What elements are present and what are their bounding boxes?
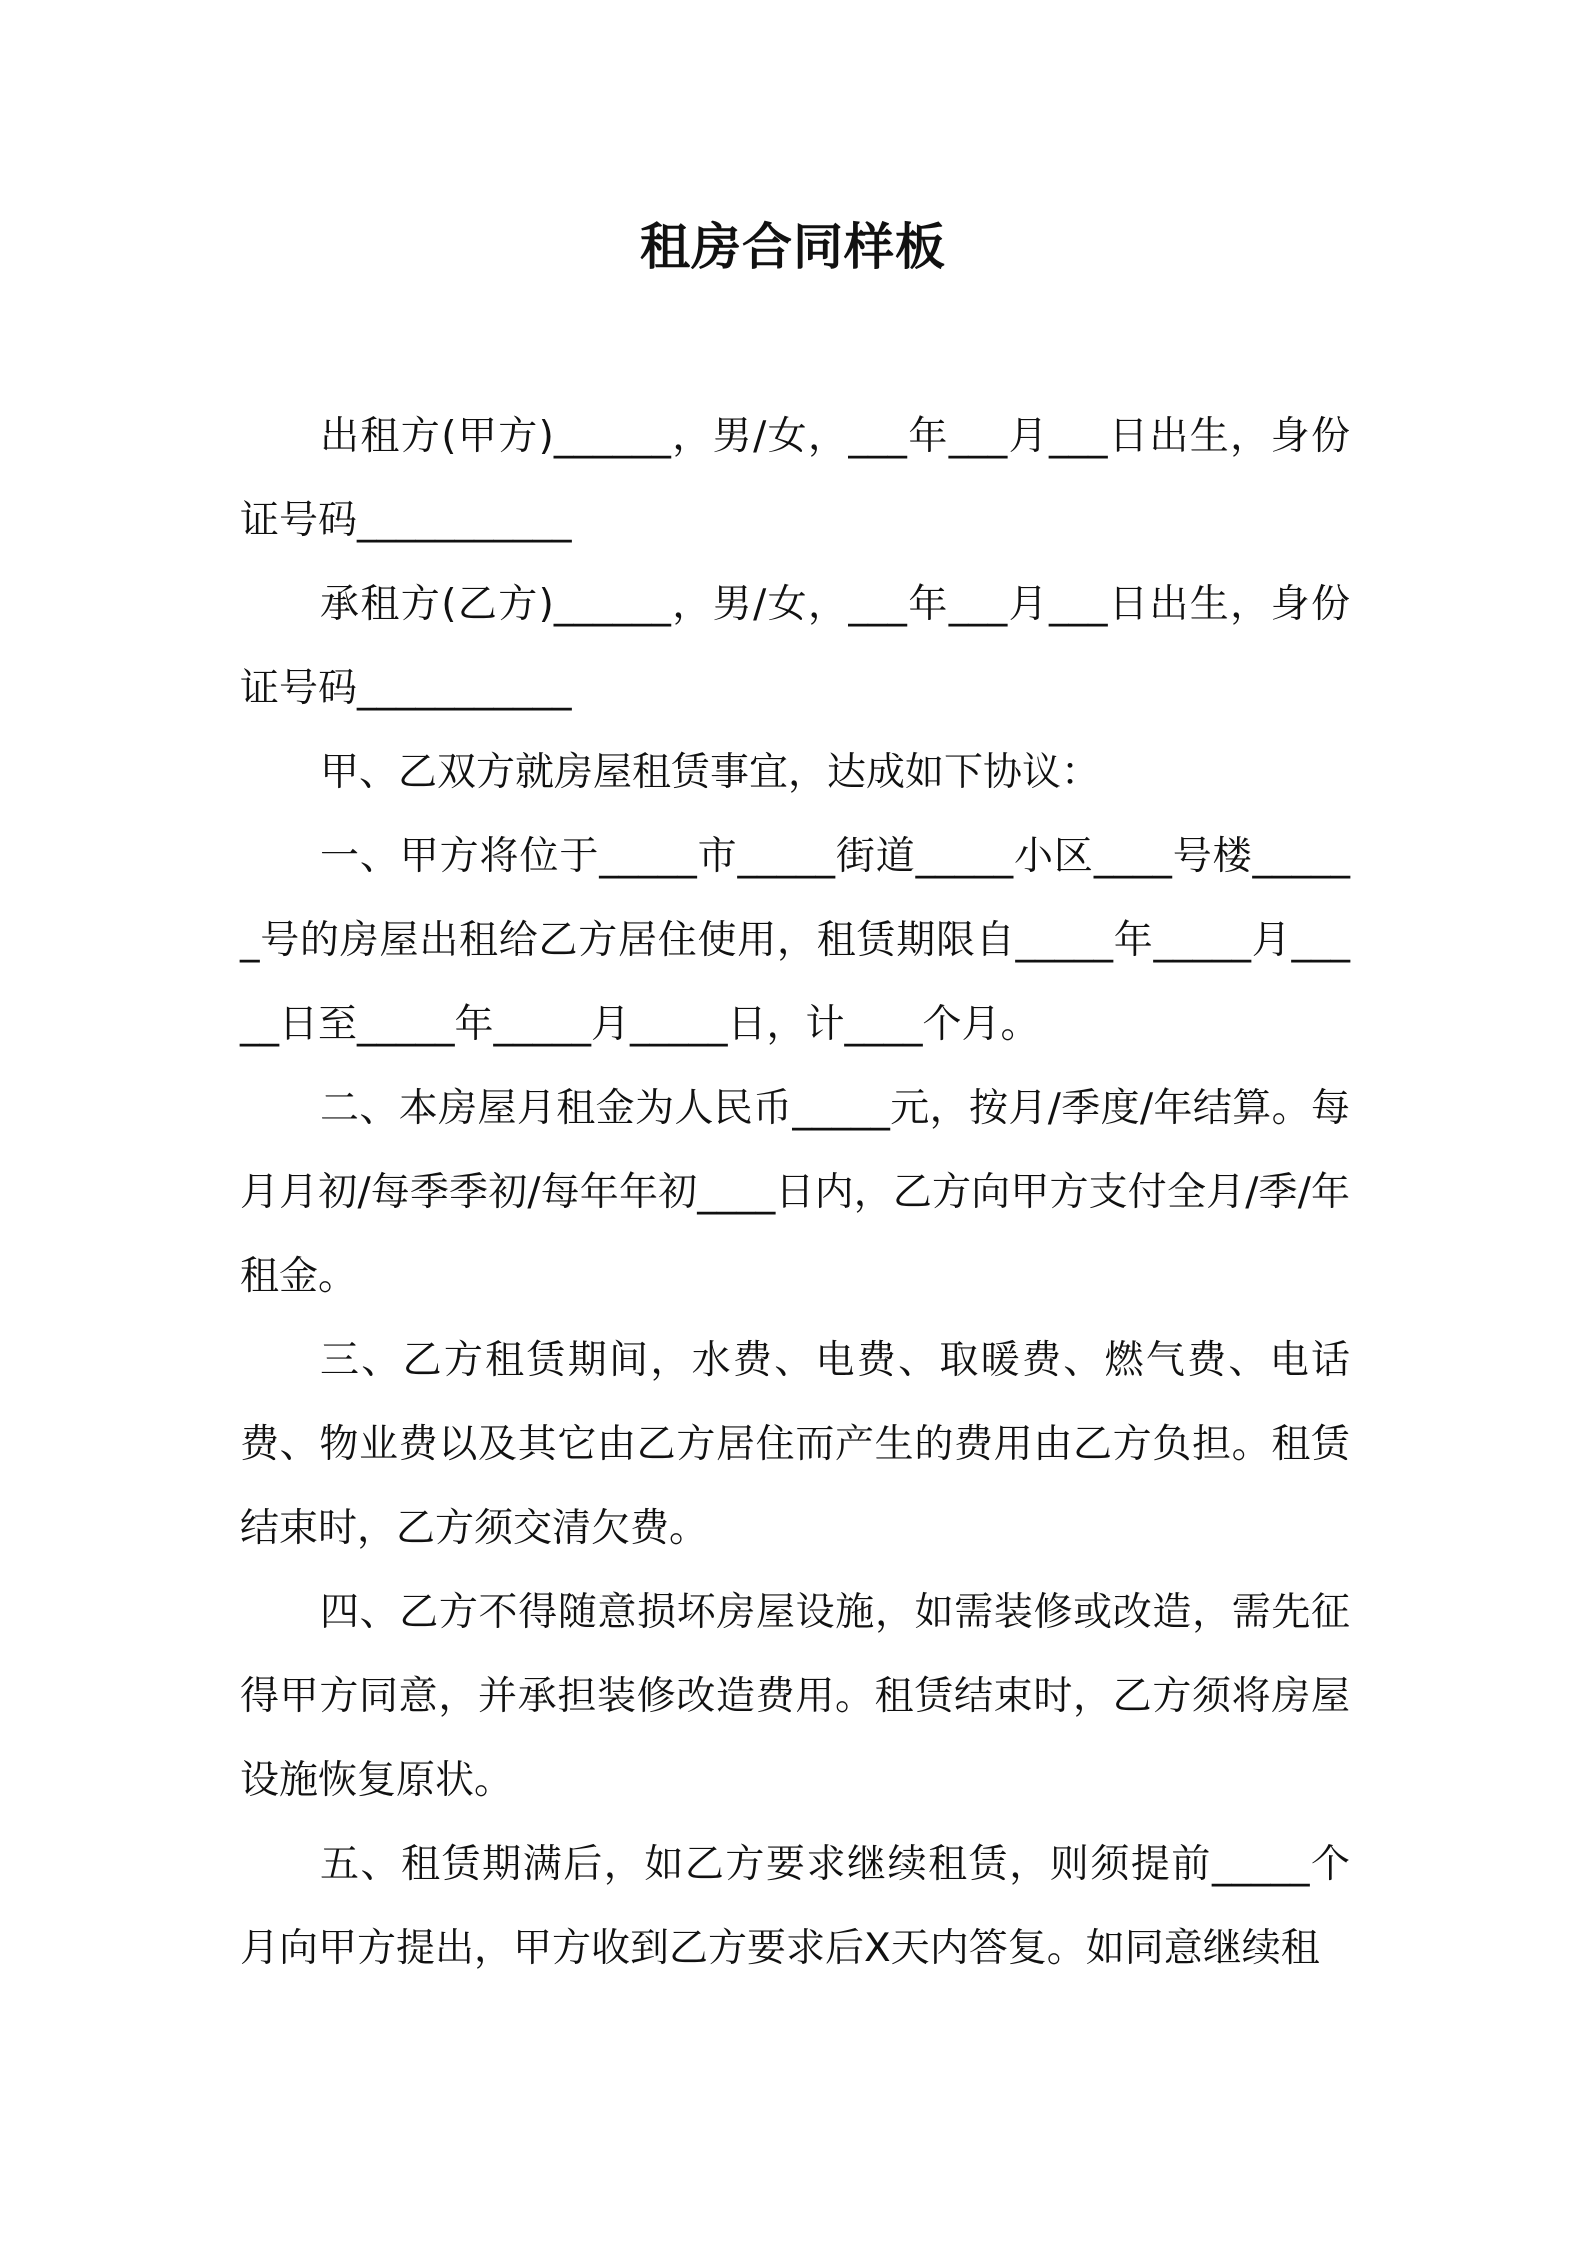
contract-body bbox=[240, 395, 1350, 1991]
clause-1: 一、甲方将位于_____市_____街道_____小区____号楼______号的房屋出租给乙方居住使用，租赁期限自_____年_____月_____日至_____年_____月_____日，计____个月。 bbox=[240, 834, 1350, 1047]
agreement-intro: 甲、乙双方就房屋租赁事宜，达成如下协议： bbox=[320, 750, 1101, 795]
lessee-paragraph: 承租方(乙方)______，男/女，___年___月___日出生，身份证号码___________ bbox=[240, 582, 1350, 711]
clause-4: 四、乙方不得随意损坏房屋设施，如需装修或改造，需先征得甲方同意，并承担装修改造费用。租赁结束时，乙方须将房屋设施恢复原状。 bbox=[240, 1590, 1350, 1803]
clause-3: 三、乙方租赁期间，水费、电费、取暖费、燃气费、电话费、物业费以及其它由乙方居住而产生的费用由乙方负担。租赁结束时，乙方须交清欠费。 bbox=[240, 1338, 1350, 1551]
document-title: 租房合同样板 bbox=[640, 218, 946, 276]
clause-2: 二、本房屋月租金为人民币_____元，按月/季度/年结算。每月月初/每季季初/每年年初____日内，乙方向甲方支付全月/季/年租金。 bbox=[240, 1086, 1350, 1299]
lessor-paragraph: 出租方(甲方)______，男/女，___年___月___日出生，身份证号码___________ bbox=[240, 414, 1350, 543]
clause-5: 五、租赁期满后，如乙方要求继续租赁，则须提前_____个月向甲方提出，甲方收到乙方要求后X天内答复。如同意继续租 bbox=[240, 1842, 1350, 1971]
